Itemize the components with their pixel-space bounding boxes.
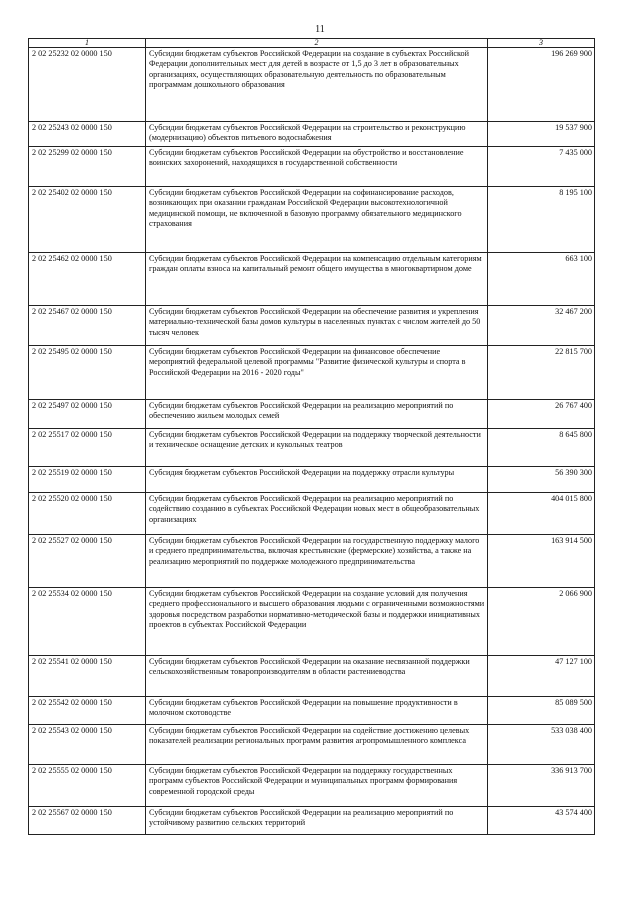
row-name: Субсидии бюджетам субъектов Российской Федерации на реализацию мероприятий по устойчивому развитию сельских территорий	[146, 806, 488, 834]
row-code: 2 02 25467 02 0000 150	[29, 305, 146, 345]
row-name: Субсидии бюджетам субъектов Российской Федерации на повышение продуктивности в молочном скотоводстве	[146, 696, 488, 724]
row-code: 2 02 25517 02 0000 150	[29, 428, 146, 466]
table-row	[29, 466, 595, 492]
table-row	[29, 806, 595, 834]
row-name: Субсидии бюджетам субъектов Российской Федерации на строительство и реконструкцию (модернизацию) объектов питьевого водоснабжения	[146, 122, 488, 147]
column-header-name: 2	[146, 39, 488, 48]
row-name: Субсидии бюджетам субъектов Российской Федерации на поддержку творческой деятельности и техническое оснащение детских и кукольных театров	[146, 428, 488, 466]
column-header-amount: 3	[488, 39, 595, 48]
table-row	[29, 345, 595, 399]
table-row	[29, 696, 595, 724]
row-name: Субсидии бюджетам субъектов Российской Федерации на создание условий для получения среднего профессионального и высшего образования людьми с ограниченными возможностями здоровья посредством разработки нормативно-методической базы и поддержки инициативных проектов в субъектах Российской Федерации	[146, 587, 488, 655]
row-code: 2 02 25534 02 0000 150	[29, 587, 146, 655]
row-code: 2 02 25555 02 0000 150	[29, 764, 146, 806]
table-row	[29, 534, 595, 587]
row-code: 2 02 25497 02 0000 150	[29, 399, 146, 428]
table-row	[29, 186, 595, 252]
table-row	[29, 252, 595, 305]
column-header-code: 1	[29, 39, 146, 48]
table-body	[29, 48, 595, 835]
row-amount: 196 269 900	[488, 48, 595, 122]
row-amount: 533 038 400	[488, 724, 595, 764]
row-amount: 85 089 500	[488, 696, 595, 724]
table-row	[29, 492, 595, 534]
row-amount: 336 913 700	[488, 764, 595, 806]
table-row	[29, 48, 595, 122]
row-amount: 32 467 200	[488, 305, 595, 345]
table-row	[29, 428, 595, 466]
row-amount: 56 390 300	[488, 466, 595, 492]
row-code: 2 02 25543 02 0000 150	[29, 724, 146, 764]
budget-table	[28, 38, 595, 835]
row-amount: 47 127 100	[488, 655, 595, 696]
row-name: Субсидии бюджетам субъектов Российской Федерации на компенсацию отдельным категориям граждан оплаты взноса на капитальный ремонт общего имущества в многоквартирном доме	[146, 252, 488, 305]
row-code: 2 02 25541 02 0000 150	[29, 655, 146, 696]
row-name: Субсидии бюджетам субъектов Российской Федерации на оказание несвязанной поддержки сельскохозяйственным товаропроизводителям в области растениеводства	[146, 655, 488, 696]
table-row	[29, 764, 595, 806]
table-row	[29, 655, 595, 696]
row-name: Субсидии бюджетам субъектов Российской Федерации на реализацию мероприятий по обеспечению жильем молодых семей	[146, 399, 488, 428]
row-amount: 404 015 800	[488, 492, 595, 534]
row-name: Субсидии бюджетам субъектов Российской Федерации на содействие достижению целевых показателей реализации региональных программ развития агропромышленного комплекса	[146, 724, 488, 764]
row-amount: 19 537 900	[488, 122, 595, 147]
table-row	[29, 724, 595, 764]
row-name: Субсидии бюджетам субъектов Российской Федерации на государственную поддержку малого и среднего предпринимательства, включая крестьянские (фермерские) хозяйства, а также на реализацию мероприятий по поддержке молодежного предпринимательства	[146, 534, 488, 587]
row-code: 2 02 25495 02 0000 150	[29, 345, 146, 399]
row-name: Субсидии бюджетам субъектов Российской Федерации на обустройство и восстановление воинских захоронений, находящихся в государственной собственности	[146, 146, 488, 186]
row-amount: 663 100	[488, 252, 595, 305]
row-amount: 26 767 400	[488, 399, 595, 428]
row-amount: 7 435 000	[488, 146, 595, 186]
row-amount: 2 066 900	[488, 587, 595, 655]
row-code: 2 02 25520 02 0000 150	[29, 492, 146, 534]
row-amount: 22 815 700	[488, 345, 595, 399]
table-row	[29, 146, 595, 186]
row-name: Субсидии бюджетам субъектов Российской Федерации на реализацию мероприятий по содействию созданию в субъектах Российской Федерации новых мест в общеобразовательных организациях	[146, 492, 488, 534]
table-row	[29, 305, 595, 345]
row-code: 2 02 25299 02 0000 150	[29, 146, 146, 186]
row-code: 2 02 25243 02 0000 150	[29, 122, 146, 147]
row-name: Субсидии бюджетам субъектов Российской Федерации на поддержку государственных программ субъектов Российской Федерации и муниципальных программ формирования современной городской среды	[146, 764, 488, 806]
row-name: Субсидии бюджетам субъектов Российской Федерации на софинансирование расходов, возникающих при оказании гражданам Российской Федерации высокотехнологичной медицинской помощи, не включенной в базовую программу обязательного медицинского страхования	[146, 186, 488, 252]
page-number: 11	[315, 24, 325, 35]
row-name: Субсидия бюджетам субъектов Российской Федерации на поддержку отрасли культуры	[146, 466, 488, 492]
row-name: Субсидии бюджетам субъектов Российской Федерации на создание в субъектах Российской Федерации дополнительных мест для детей в возрасте от 1,5 до 3 лет в образовательных организациях, осуществляющих образовательную деятельность по образовательным программам дошкольного образования	[146, 48, 488, 122]
row-code: 2 02 25519 02 0000 150	[29, 466, 146, 492]
row-name: Субсидии бюджетам субъектов Российской Федерации на обеспечение развития и укрепления материально-технической базы домов культуры в населенных пунктах с числом жителей до 50 тысяч человек	[146, 305, 488, 345]
table-row	[29, 122, 595, 147]
row-name: Субсидии бюджетам субъектов Российской Федерации на финансовое обеспечение мероприятий федеральной целевой программы "Развитие физической культуры и спорта в Российской Федерации на 2016 - 2020 годы"	[146, 345, 488, 399]
row-amount: 163 914 500	[488, 534, 595, 587]
row-amount: 8 645 800	[488, 428, 595, 466]
table-row	[29, 399, 595, 428]
row-amount: 43 574 400	[488, 806, 595, 834]
row-code: 2 02 25527 02 0000 150	[29, 534, 146, 587]
row-code: 2 02 25402 02 0000 150	[29, 186, 146, 252]
row-code: 2 02 25567 02 0000 150	[29, 806, 146, 834]
row-amount: 8 195 100	[488, 186, 595, 252]
row-code: 2 02 25232 02 0000 150	[29, 48, 146, 122]
header-row	[29, 39, 595, 48]
row-code: 2 02 25542 02 0000 150	[29, 696, 146, 724]
table-row	[29, 587, 595, 655]
row-code: 2 02 25462 02 0000 150	[29, 252, 146, 305]
